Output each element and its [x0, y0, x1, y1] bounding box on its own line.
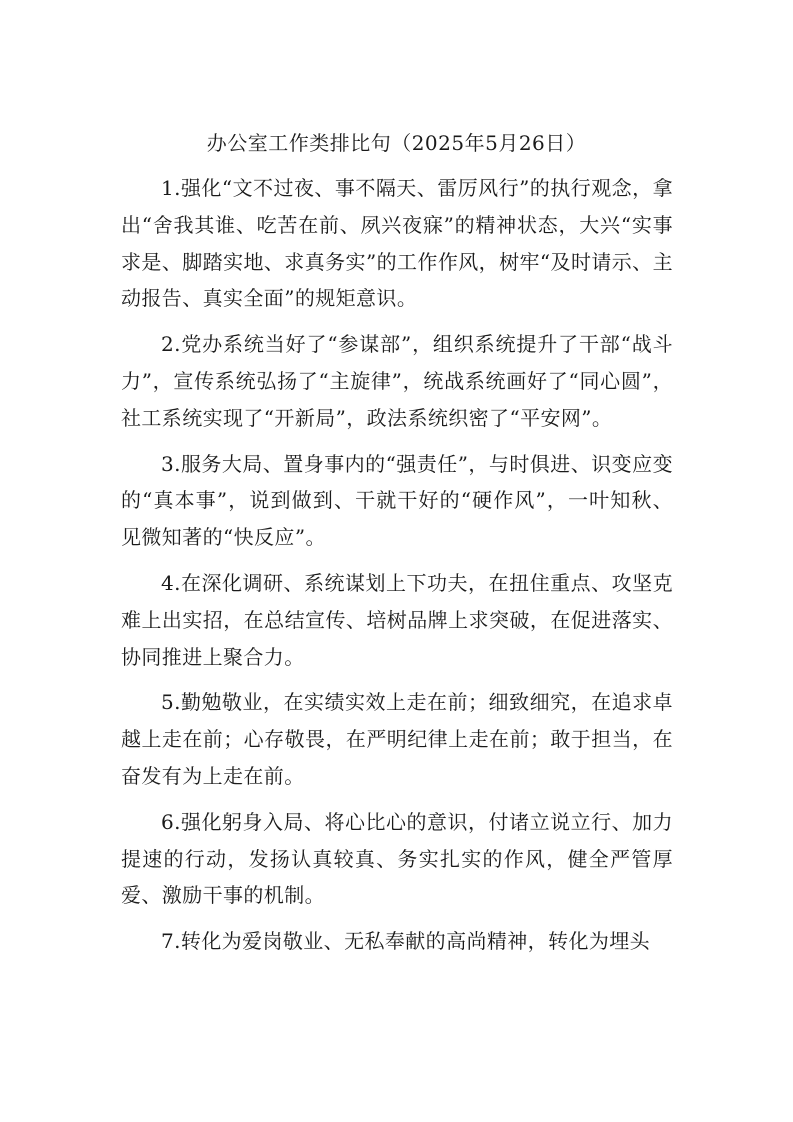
- document-title: 办公室工作类排比句（2025年5月26日）: [206, 131, 587, 155]
- paragraph-7: 7.转化为爱岗敬业、无私奉献的高尚精神，转化为埋头: [161, 929, 651, 954]
- paragraph-3: 3.服务大局、置身事内的“强责任”，与时俱进、识变应变的“真本事”，说到做到、干就干好的“硬作风”，一叶知秋、见微知著的“快反应”。: [121, 451, 673, 550]
- paragraph-1: 1.强化“文不过夜、事不隔天、雷厉风行”的执行观念，拿出“舍我其谁、吃苦在前、夙兴夜寐”的精神状态，大兴“实事求是、脚踏实地、求真务实”的工作作风，树牢“及时请示、主动报告、真实全面”的规矩意识。: [121, 176, 673, 311]
- paragraph-4: 4.在深化调研、系统谋划上下功夫，在扭住重点、攻坚克难上出实招，在总结宣传、培树品牌上求突破，在促进落实、协同推进上聚合力。: [121, 570, 673, 669]
- document-body: [121, 168, 673, 960]
- paragraph-2: 2.党办系统当好了“参谋部”，组织系统提升了干部“战斗力”，宣传系统弘扬了“主旋律”，统战系统画好了“同心圆”，社工系统实现了“开新局”，政法系统织密了“平安网”。: [121, 332, 673, 430]
- paragraph-5: 5.勤勉敬业，在实绩实效上走在前；细致细究，在追求卓越上走在前；心存敬畏，在严明纪律上走在前；敢于担当，在奋发有为上走在前。: [121, 690, 673, 788]
- paragraph-6: 6.强化躬身入局、将心比心的意识，付诸立说立行、加力提速的行动，发扬认真较真、务实扎实的作风，健全严管厚爱、激励干事的机制。: [121, 809, 673, 908]
